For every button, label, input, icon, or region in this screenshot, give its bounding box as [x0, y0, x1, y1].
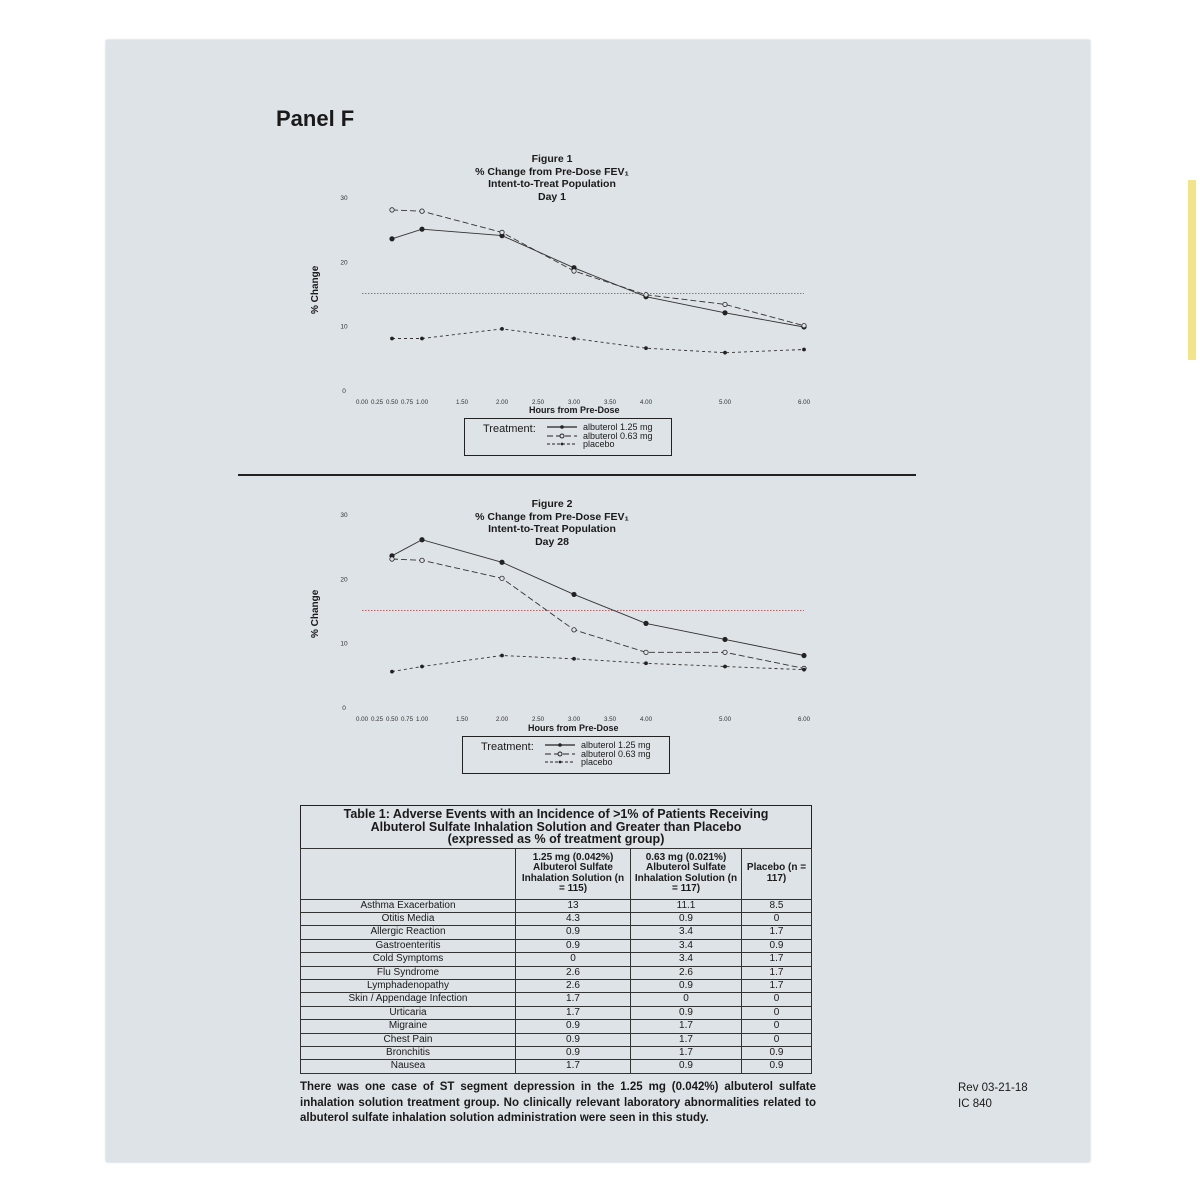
value-cell: 0.9 — [631, 912, 742, 925]
y-tick-label: 0 — [342, 388, 346, 395]
x-tick-label: 3.00 — [567, 716, 581, 723]
x-tick-label: 1.00 — [415, 399, 429, 406]
figure-1-xlabel: Hours from Pre-Dose — [529, 405, 620, 415]
y-tick-label: 20 — [340, 259, 348, 267]
value-cell: 0 — [742, 912, 812, 925]
data-point — [390, 237, 394, 241]
x-tick-label: 5.00 — [718, 399, 732, 406]
legend-title: Treatment: — [483, 423, 536, 435]
value-cell: 0 — [516, 953, 631, 966]
data-point — [644, 650, 648, 654]
value-cell: 13 — [516, 899, 631, 912]
data-point — [802, 653, 806, 657]
value-cell: 3.4 — [631, 953, 742, 966]
panel-title: Panel F — [276, 106, 355, 131]
value-cell: 11.1 — [631, 899, 742, 912]
series-line-1 — [392, 229, 804, 327]
table-row — [301, 899, 812, 912]
data-point — [420, 538, 424, 542]
data-point — [644, 621, 648, 625]
table-row — [301, 1020, 812, 1033]
event-name-cell: Chest Pain — [301, 1033, 516, 1046]
y-tick-label: 30 — [340, 195, 348, 202]
divider-line — [238, 474, 916, 476]
legend-label: albuterol 1.25 mg — [581, 740, 651, 750]
event-name-cell: Migraine — [301, 1020, 516, 1033]
figure-1-title-line: Day 1 — [537, 190, 567, 203]
value-cell: 0.9 — [516, 1020, 631, 1033]
table-row — [301, 912, 812, 925]
value-cell: 1.7 — [631, 1033, 742, 1046]
table-row — [301, 1060, 812, 1073]
x-tick-label: 0.25 — [370, 716, 384, 723]
value-cell: 0.9 — [516, 1046, 631, 1059]
y-tick-label: 30 — [340, 512, 348, 519]
value-cell: 2.6 — [516, 966, 631, 979]
event-name-cell: Skin / Appendage Infection — [301, 993, 516, 1006]
header-cell: 0.63 mg (0.021%) Albuterol Sulfate Inhalation Solution (n = 117) — [631, 848, 742, 899]
series-line-2 — [392, 210, 804, 326]
revision-line: IC 840 — [958, 1098, 992, 1110]
x-tick-label: 0.00 — [355, 716, 369, 723]
data-point — [500, 230, 504, 234]
series-line-1 — [392, 540, 804, 656]
value-cell: 1.7 — [742, 953, 812, 966]
y-tick-label: 0 — [342, 705, 346, 712]
data-point — [420, 558, 424, 562]
figure-1-legend — [464, 418, 672, 456]
x-tick-label: 2.50 — [531, 399, 545, 406]
value-cell: 0.9 — [742, 1060, 812, 1073]
value-cell: 3.4 — [631, 939, 742, 952]
revision-info — [958, 1080, 1028, 1112]
data-point — [572, 628, 576, 632]
value-cell: 0.9 — [516, 939, 631, 952]
y-tick-label: 20 — [340, 576, 348, 584]
x-tick-label: 3.50 — [603, 399, 617, 406]
event-name-cell: Lymphadenopathy — [301, 979, 516, 992]
value-cell: 8.5 — [742, 899, 812, 912]
solid-line-icon — [547, 423, 577, 431]
data-point — [500, 576, 504, 580]
data-point — [803, 348, 806, 351]
table-row — [301, 953, 812, 966]
table-caption-line: Table 1: Adverse Events with an Incidence of >1% of Patients Receiving — [343, 807, 769, 821]
dash-dot-line-icon — [547, 440, 577, 448]
data-point — [724, 665, 727, 668]
value-cell: 0 — [742, 993, 812, 1006]
figure-1-ylabel: % Change — [310, 265, 321, 314]
x-tick-label: 6.00 — [797, 716, 811, 723]
revision-line: Rev 03-21-18 — [958, 1082, 1028, 1094]
dash-dot-line-icon — [545, 758, 575, 766]
data-point — [724, 351, 727, 354]
yellow-edge — [1188, 180, 1196, 360]
value-cell: 4.3 — [516, 912, 631, 925]
x-tick-label: 1.00 — [415, 716, 429, 723]
data-point — [723, 302, 727, 306]
data-point — [573, 337, 576, 340]
x-tick-label: 2.00 — [495, 399, 509, 406]
value-cell: 0 — [631, 993, 742, 1006]
x-tick-label: 4.00 — [639, 399, 653, 406]
event-name-cell: Cold Symptoms — [301, 953, 516, 966]
series-line-3 — [392, 656, 804, 672]
figure-1-title-line: % Change from Pre-Dose FEV₁ — [475, 165, 629, 178]
data-point — [723, 311, 727, 315]
data-point — [420, 209, 424, 213]
data-point — [573, 657, 576, 660]
header-cell — [301, 848, 516, 899]
value-cell: 0.9 — [742, 1046, 812, 1059]
x-tick-label: 4.00 — [639, 716, 653, 723]
x-tick-label: 2.50 — [531, 716, 545, 723]
event-name-cell: Gastroenteritis — [301, 939, 516, 952]
table-row — [301, 1033, 812, 1046]
solid-line-icon — [545, 741, 575, 749]
value-cell: 0.9 — [631, 979, 742, 992]
table-grid — [300, 848, 812, 1074]
figure-1-title-line: Figure 1 — [531, 153, 573, 165]
adverse-events-table — [300, 805, 812, 1074]
data-point — [645, 347, 648, 350]
x-tick-label: 0.00 — [355, 399, 369, 406]
value-cell: 1.7 — [631, 1046, 742, 1059]
value-cell: 1.7 — [516, 1006, 631, 1019]
y-tick-label: 10 — [340, 640, 348, 648]
figure-2-ylabel: % Change — [310, 589, 321, 638]
data-point — [391, 670, 394, 673]
footer-note: There was one case of ST segment depression in the 1.25 mg (0.042%) albuterol sulfate inhalation solution treatment group. No clinically relevant laboratory abnormalities related to albuterol sulfate inhalation solution administration were seen in this study. — [300, 1081, 816, 1124]
x-tick-label: 3.00 — [567, 399, 581, 406]
figure-2-chart — [326, 502, 826, 727]
data-point — [802, 323, 806, 327]
table-row — [301, 979, 812, 992]
table-caption-line: (expressed as % of treatment group) — [447, 832, 665, 846]
y-tick-label: 10 — [340, 323, 348, 331]
figure-2-xlabel: Hours from Pre-Dose — [528, 723, 619, 733]
data-point — [723, 637, 727, 641]
event-name-cell: Otitis Media — [301, 912, 516, 925]
value-cell: 2.6 — [516, 979, 631, 992]
x-tick-label: 1.50 — [455, 716, 469, 723]
value-cell: 0.9 — [516, 1033, 631, 1046]
legend-item — [547, 440, 653, 449]
data-point — [421, 337, 424, 340]
data-point — [644, 293, 648, 297]
table-row — [301, 966, 812, 979]
series-line-2 — [392, 559, 804, 668]
value-cell: 1.7 — [516, 993, 631, 1006]
value-cell: 0.9 — [631, 1060, 742, 1073]
value-cell: 1.7 — [742, 966, 812, 979]
legend-item — [545, 758, 651, 767]
header-cell: Placebo (n = 117) — [742, 848, 812, 899]
series-line-3 — [392, 329, 804, 353]
open-circle-line-icon — [547, 432, 577, 440]
x-tick-label: 6.00 — [797, 399, 811, 406]
event-name-cell: Flu Syndrome — [301, 966, 516, 979]
table-caption-line: Albuterol Sulfate Inhalation Solution and Greater than Placebo — [370, 819, 742, 834]
open-circle-line-icon — [545, 750, 575, 758]
figure-2-title-line: Figure 2 — [531, 498, 573, 510]
data-point — [391, 337, 394, 340]
value-cell: 0 — [742, 1033, 812, 1046]
table-caption — [300, 805, 812, 848]
figure-2-title-line: % Change from Pre-Dose FEV₁ — [475, 510, 629, 523]
value-cell: 1.7 — [631, 1020, 742, 1033]
data-point — [500, 560, 504, 564]
x-tick-label: 0.75 — [400, 399, 414, 406]
x-tick-label: 2.00 — [495, 716, 509, 723]
table-row — [301, 1046, 812, 1059]
table-row — [301, 1006, 812, 1019]
x-tick-label: 3.50 — [603, 716, 617, 723]
figure-1-title-line: Intent-to-Treat Population — [488, 178, 616, 190]
data-point — [723, 650, 727, 654]
table-row — [301, 939, 812, 952]
legend-label: albuterol 0.63 mg — [581, 748, 651, 759]
value-cell: 0 — [742, 1020, 812, 1033]
data-point — [421, 665, 424, 668]
package-panel — [106, 40, 1090, 1162]
event-name-cell: Asthma Exacerbation — [301, 899, 516, 912]
table-row — [301, 993, 812, 1006]
event-name-cell: Allergic Reaction — [301, 926, 516, 939]
x-tick-label: 0.75 — [400, 716, 414, 723]
data-point — [645, 662, 648, 665]
value-cell: 2.6 — [631, 966, 742, 979]
figure-2-legend — [462, 736, 670, 774]
figure-2-title-line: Day 28 — [535, 535, 569, 548]
figure-1-chart — [326, 185, 826, 410]
x-tick-label: 0.50 — [385, 716, 399, 723]
value-cell: 0 — [742, 1006, 812, 1019]
data-point — [572, 269, 576, 273]
event-name-cell: Nausea — [301, 1060, 516, 1073]
data-point — [501, 327, 504, 330]
header-cell: 1.25 mg (0.042%) Albuterol Sulfate Inhalation Solution (n = 115) — [516, 848, 631, 899]
legend-title: Treatment: — [481, 741, 534, 753]
table-header-row — [301, 848, 812, 899]
data-point — [420, 227, 424, 231]
legend-label: albuterol 0.63 mg — [583, 430, 653, 441]
x-tick-label: 5.00 — [718, 716, 732, 723]
legend-label: placebo — [583, 439, 615, 449]
figure-2-title-line: Intent-to-Treat Population — [488, 523, 616, 535]
data-point — [501, 654, 504, 657]
value-cell: 0.9 — [742, 939, 812, 952]
value-cell: 1.7 — [742, 979, 812, 992]
x-tick-label: 0.25 — [370, 399, 384, 406]
value-cell: 0.9 — [631, 1006, 742, 1019]
table-row — [301, 926, 812, 939]
value-cell: 0.9 — [516, 926, 631, 939]
data-point — [390, 557, 394, 561]
legend-label: albuterol 1.25 mg — [583, 422, 653, 432]
x-tick-label: 1.50 — [455, 399, 469, 406]
value-cell: 1.7 — [742, 926, 812, 939]
data-point — [390, 208, 394, 212]
event-name-cell: Urticaria — [301, 1006, 516, 1019]
data-point — [572, 592, 576, 596]
value-cell: 1.7 — [516, 1060, 631, 1073]
value-cell: 3.4 — [631, 926, 742, 939]
legend-label: placebo — [581, 757, 613, 767]
x-tick-label: 0.50 — [385, 399, 399, 406]
data-point — [803, 668, 806, 671]
event-name-cell: Bronchitis — [301, 1046, 516, 1059]
